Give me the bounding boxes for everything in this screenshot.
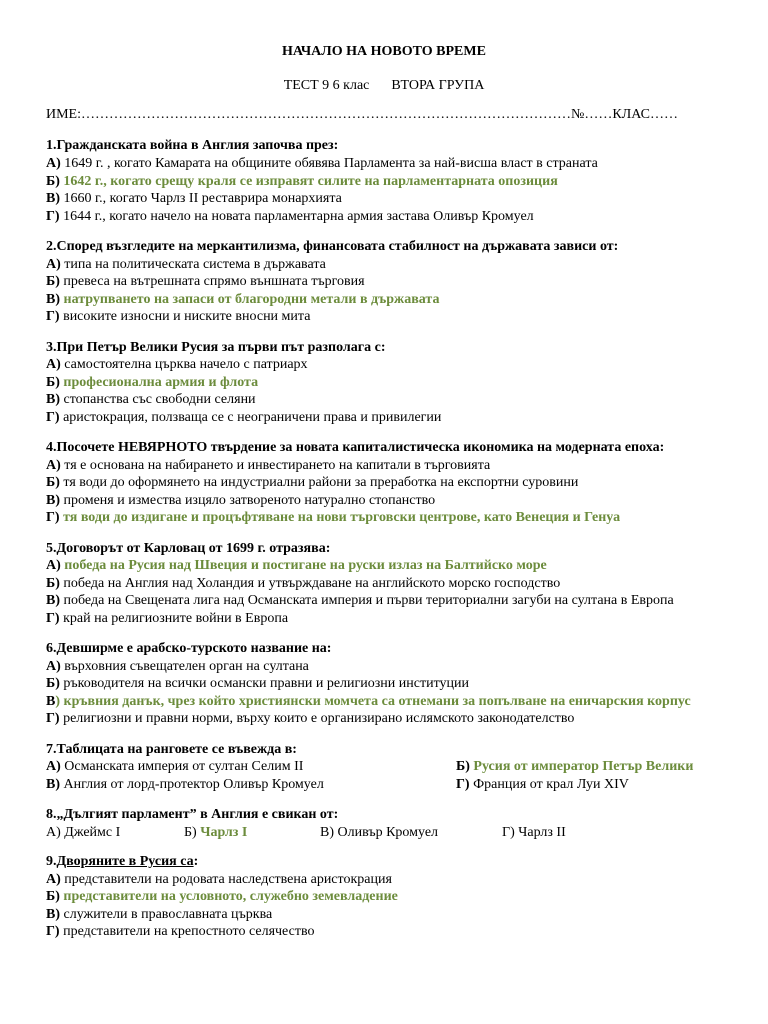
group-label: ВТОРА ГРУПА (391, 78, 485, 93)
q2-option-a: А) типа на политическата система в държавата (46, 257, 326, 272)
q6-option-b: Б) ръководителя на всички османски правни и религиозни институции (46, 676, 470, 691)
question-8: 8.„Дългият парламент” в Англия е свикан от: (46, 807, 339, 822)
q9-option-b: Б) представители на условното, служебно земевладение (46, 889, 398, 904)
q5-option-a: А) победа на Русия над Швеция и постигане на руски излаз на Балтийско море (46, 558, 547, 573)
q2-option-c: В) натрупването на запаси от благородни метали в държавата (46, 292, 440, 307)
q6-option-a: А) върховния съвещателен орган на султана (46, 659, 309, 674)
q8-option-b: Б) Чарлз I (184, 825, 248, 840)
q3-option-d: Г) аристокрация, ползваща се с неограничени права и привилегии (46, 410, 442, 425)
q4-option-b: Б) тя води до оформянето на индустриални райони за преработка на експортни суровини (46, 475, 579, 490)
q3-option-c: В) стопанства със свободни селяни (46, 392, 256, 407)
question-5: 5.Договорът от Карловац от 1699 г. отразява: (46, 541, 331, 556)
q4-option-a: А) тя е основана на набирането и инвестирането на капитали в търговията (46, 458, 491, 473)
question-1: 1.Гражданската война в Англия започва през: (46, 138, 339, 153)
q8-option-a: А) Джеймс I (46, 825, 121, 840)
question-9: 9.Дворяните в Русия са: (46, 854, 199, 869)
page-title: НАЧАЛО НА НОВОТО ВРЕМЕ (282, 44, 486, 59)
q8-option-c: В) Оливър Кромуел (320, 825, 439, 840)
q6-option-d: Г) религиозни и правни норми, върху които е организирано ислямското законодателство (46, 711, 575, 726)
q9-option-d: Г) представители на крепостното селячество (46, 924, 315, 939)
q7-option-a: А) Османската империя от султан Селим II (46, 759, 304, 774)
q7-option-d: Г) Франция от крал Луи XIV (456, 777, 629, 792)
q1-option-a: А) 1649 г. , когато Камарата на общините обявява Парламента за най-висша власт в страната (46, 156, 598, 171)
test-number: ТЕСТ 9 6 клас (283, 78, 370, 93)
question-7: 7.Таблицата на ранговете се въвежда в: (46, 742, 297, 757)
q2-option-d: Г) високите износни и ниските вносни мита (46, 309, 311, 324)
q5-option-b: Б) победа на Англия над Холандия и утвърждаване на английското морско господство (46, 576, 561, 591)
name-class-line: ИМЕ:……………………………………………………………………………………………№……КЛАС…… (46, 107, 678, 122)
q3-option-a: А) самостоятелна църква начело с патриарх (46, 357, 308, 372)
question-6: 6.Девширме е арабско-турското название на: (46, 641, 332, 656)
q8-option-d: Г) Чарлз II (502, 825, 566, 840)
question-3: 3.При Петър Велики Русия за първи път разполага с: (46, 340, 386, 355)
question-2: 2.Според възгледите на меркантилизма, финансовата стабилност на държавата зависи от: (46, 239, 619, 254)
q9-option-c: В) служители в православната църква (46, 907, 273, 922)
q4-option-c: В) променя и измества изцяло затвореното натурално стопанство (46, 493, 436, 508)
q1-option-d: Г) 1644 г., когато начело на новата парламентарна армия застава Оливър Кромуел (46, 209, 534, 224)
q9-option-a: А) представители на родовата наследствена аристокрация (46, 872, 392, 887)
q5-option-c: В) победа на Свещената лига над Османската империя и първи териториални загуби на султана в Европа (46, 593, 674, 608)
q6-option-c: В) кръвния данък, чрез който християнски момчета са отнемани за попълване на еничарския корпус (46, 694, 691, 709)
q2-option-b: Б) превеса на вътрешната спрямо външната търговия (46, 274, 365, 289)
q7-option-c: В) Англия от лорд-протектор Оливър Кромуел (46, 777, 324, 792)
test-subtitle (0, 78, 768, 94)
question-4: 4.Посочете НЕВЯРНОТО твърдение за новата капиталистическа икономика на модерната епоха: (46, 440, 665, 455)
q1-option-b: Б) 1642 г., когато срещу краля се изправят силите на парламентарната опозиция (46, 174, 558, 189)
q3-option-b: Б) професионална армия и флота (46, 375, 259, 390)
q4-option-d: Г) тя води до издигане и процъфтяване на нови търговски центрове, като Венеция и Генуа (46, 510, 621, 525)
q1-option-c: В) 1660 г., когато Чарлз II реставрира монархията (46, 191, 342, 206)
q7-option-b: Б) Русия от император Петър Велики (456, 759, 694, 774)
q5-option-d: Г) край на религиозните войни в Европа (46, 611, 289, 626)
